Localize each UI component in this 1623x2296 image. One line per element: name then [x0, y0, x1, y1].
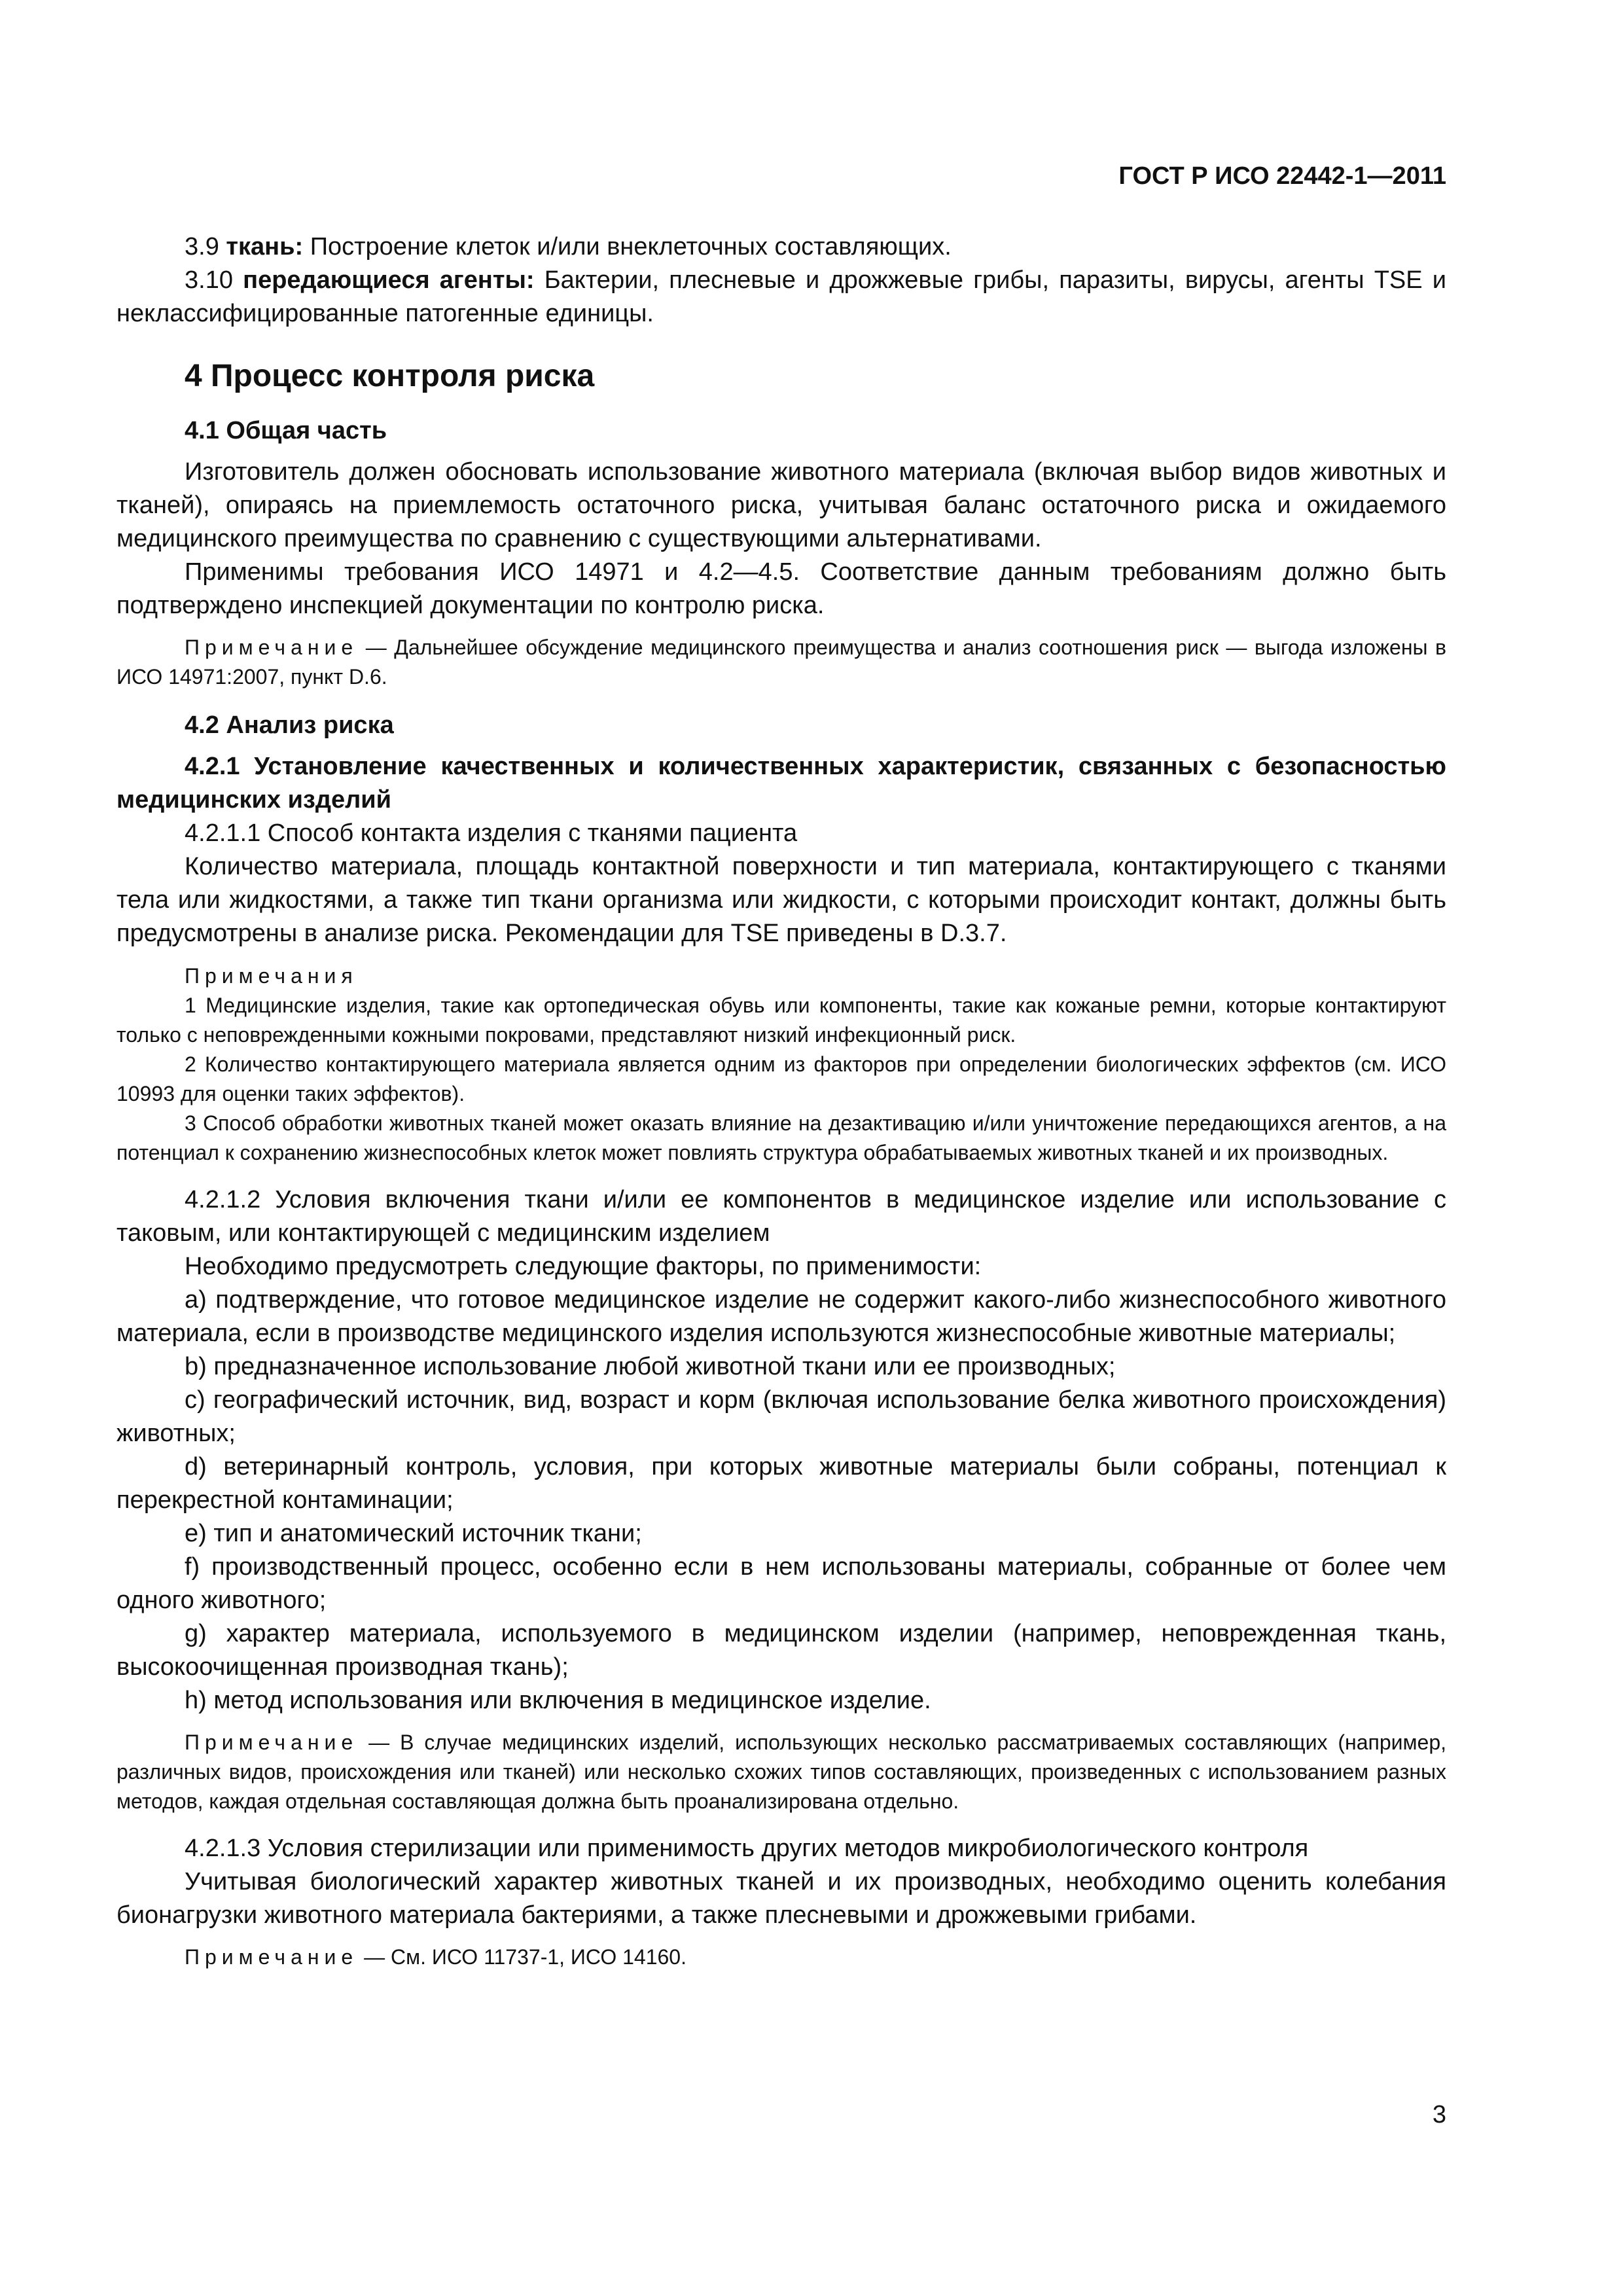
note-label: Примечание	[185, 1731, 359, 1754]
list-item: g) характер материала, используемого в медицинском изделии (например, неповрежденная ткань, высокоочищенная производная ткань);	[116, 1620, 1446, 1681]
definition-number: 3.9	[185, 233, 219, 260]
paragraph: Учитывая биологический характер животных тканей и их производных, необходимо оценить колебания бионагрузки животного материала бактериями, а также плесневыми и дрожжевыми грибами.	[116, 1868, 1446, 1929]
section-4-2-1-3-heading: 4.2.1.3 Условия стерилизации или применимость других методов микробиологического контроля	[185, 1835, 1309, 1862]
list-item: d) ветеринарный контроль, условия, при которых животные материалы были собраны, потенциал к перекрестной контаминации;	[116, 1453, 1446, 1514]
page-body	[116, 230, 1446, 1972]
definition-term: ткань:	[226, 233, 304, 260]
note-label: Примечание	[185, 636, 359, 659]
paragraph: Применимы требования ИСО 14971 и 4.2—4.5. Соответствие данным требованиям должно быть подтверждено инспекцией документации по контролю риска.	[116, 558, 1446, 619]
note-text: — См. ИСО 11737-1, ИСО 14160.	[364, 1945, 687, 1969]
note	[116, 1728, 1446, 1816]
section-4-2-heading: 4.2 Анализ риска	[185, 711, 394, 739]
note	[116, 633, 1446, 692]
list-item: f) производственный процесс, особенно если в нем использованы материалы, собранные от более чем одного животного;	[116, 1553, 1446, 1614]
definition-3-10	[116, 264, 1446, 331]
note-label: Примечание	[185, 1945, 359, 1969]
note-item: 2 Количество контактирующего материала является одним из факторов при определении биологических эффектов (см. ИСО 10993 для оценки таких эффектов).	[116, 1052, 1446, 1105]
list-item: e) тип и анатомический источник ткани;	[185, 1520, 642, 1547]
notes-label: Примечания	[185, 964, 358, 988]
note-text: — Дальнейшее обсуждение медицинского преимущества и анализ соотношения риск — выгода изложены в ИСО 14971:2007, пункт D.6.	[116, 636, 1447, 689]
section-4-2-1-1-heading: 4.2.1.1 Способ контакта изделия с тканями пациента	[185, 819, 798, 847]
note-text: — В случае медицинских изделий, использующих несколько рассматриваемых составляющих (например, различных видов, происхождения или тканей) или несколько схожих типов составляющих, произведенных с использованием разных методов, каждая отдельная составляющая должна быть проанализирована отдельно.	[116, 1731, 1447, 1813]
section-4-heading: 4 Процесс контроля риска	[185, 359, 595, 393]
definition-term: передающиеся агенты:	[243, 266, 535, 294]
paragraph: Изготовитель должен обосновать использование животного материала (включая выбор видов животных и тканей), опираясь на приемлемость остаточного риска, учитывая баланс остаточного риска и ожидаемого медицинского преимущества по сравнению с существующими альтернативами.	[116, 458, 1446, 552]
note	[116, 1943, 1446, 1972]
definition-3-9	[116, 230, 1446, 264]
note-item: 3 Способ обработки животных тканей может оказать влияние на дезактивацию и/или уничтожение передающихся агентов, а на потенциал к сохранению жизнеспособных клеток может повлиять структура обрабатываемых животных тканей и их производных.	[116, 1111, 1446, 1164]
note-item: 1 Медицинские изделия, такие как ортопедическая обувь или компоненты, такие как кожаные ремни, которые контактируют только с неповрежденными кожными покровами, представляют низкий инфекционный риск.	[116, 994, 1446, 1047]
paragraph: Необходимо предусмотреть следующие факторы, по применимости:	[185, 1253, 982, 1280]
definition-text: Построение клеток и/или внеклеточных составляющих.	[310, 233, 952, 260]
list-item: c) географический источник, вид, возраст и корм (включая использование белка животного происхождения) животных;	[116, 1386, 1446, 1447]
section-4-2-1-2-heading: 4.2.1.2 Условия включения ткани и/или ее компонентов в медицинское изделие или использование с таковым, или контактирующей с медицинским изделием	[116, 1186, 1446, 1247]
standard-header: ГОСТ Р ИСО 22442-1—2011	[1118, 162, 1446, 190]
definition-text: Бактерии, плесневые и дрожжевые грибы, паразиты, вирусы, агенты TSE и неклассифицированные патогенные единицы.	[116, 266, 1446, 327]
paragraph: Количество материала, площадь контактной поверхности и тип материала, контактирующего с тканями тела или жидкостями, а также тип ткани организма или жидкости, с которыми происходит контакт, должны быть предусмотрены в анализе риска. Рекомендации для TSE приведены в D.3.7.	[116, 853, 1446, 947]
section-4-2-1-heading: 4.2.1 Установление качественных и количественных характеристик, связанных с безопасностью медицинских изделий	[116, 753, 1446, 814]
section-4-1-heading: 4.1 Общая часть	[185, 417, 387, 444]
definition-number: 3.10	[185, 266, 233, 294]
list-item: h) метод использования или включения в медицинское изделие.	[185, 1687, 931, 1714]
list-item: b) предназначенное использование любой животной ткани или ее производных;	[185, 1353, 1116, 1380]
page-number: 3	[1432, 2101, 1446, 2128]
list-item: a) подтверждение, что готовое медицинское изделие не содержит какого-либо жизнеспособного животного материала, если в производстве медицинского изделия используются жизнеспособные животные материалы;	[116, 1286, 1446, 1347]
